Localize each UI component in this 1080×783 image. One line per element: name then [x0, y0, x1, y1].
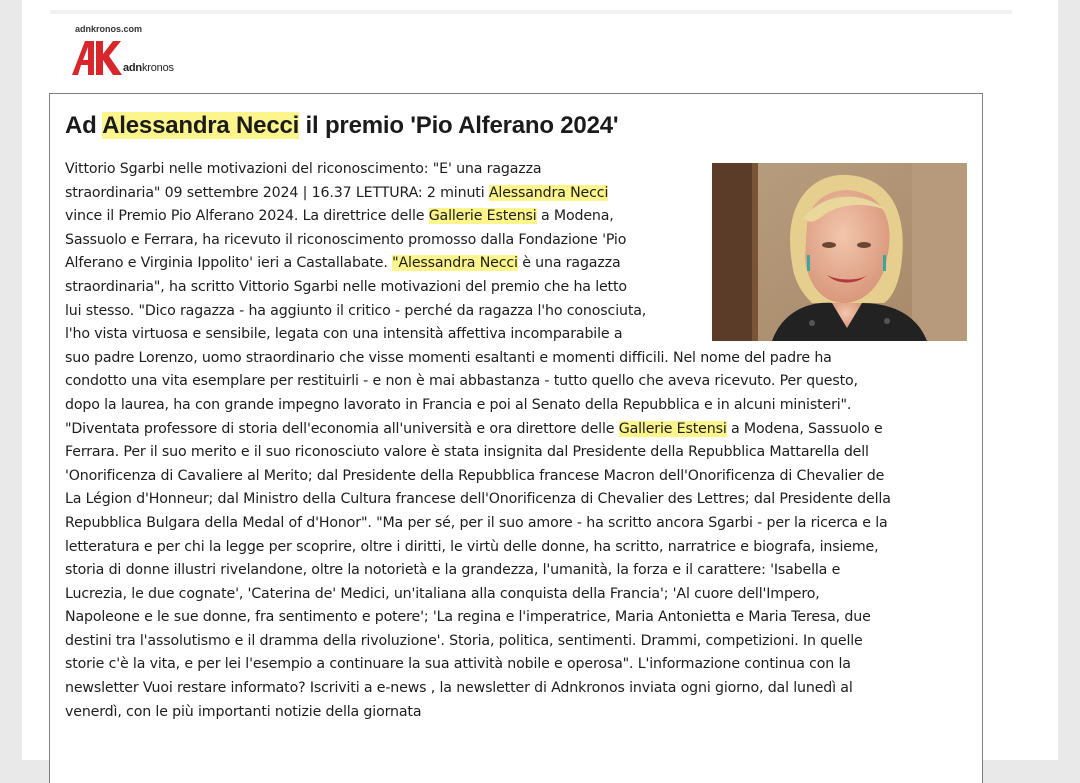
- body-line: [65, 158, 968, 182]
- article-body: [65, 158, 968, 724]
- article-headline: [65, 112, 618, 140]
- site-url: adnkronos.com: [75, 24, 143, 34]
- body-line: [65, 606, 968, 630]
- body-line: [65, 182, 968, 206]
- body-line: [65, 347, 968, 371]
- body-text-segment: La Légion d'Honneur; dal Ministro della Cultura francese dell'Onorificenza di Chevalier des Lettres; dal Presidente della: [65, 491, 891, 508]
- body-line: [65, 394, 968, 418]
- body-text-segment: straordinaria" 09 settembre 2024 | 16.37 LETTURA: 2 minuti: [65, 184, 489, 201]
- highlighted-term: "Alessandra Necci: [392, 255, 518, 272]
- body-line: [65, 536, 968, 560]
- body-text-segment: Repubblica Bulgara della Medal of d'Honor". "Ma per sé, per il suo amore - ha scritto ancora Sgarbi - per la ricerca e la: [65, 514, 888, 531]
- body-text-segment: storia di donne illustri rivelandone, oltre la notorietà e la grandezza, l'umanità, la forza e il carattere: 'Isabella e: [65, 562, 841, 579]
- body-text-segment: condotto una vita esemplare per restituirli - e non è mai abbastanza - tutto quello che aveva ricevuto. Per questo,: [65, 373, 858, 390]
- body-line: [65, 300, 968, 324]
- body-text-segment: suo padre Lorenzo, uomo straordinario che visse momenti esaltanti e momenti difficili. Nel nome del padre ha: [65, 349, 832, 366]
- body-line: [65, 559, 968, 583]
- headline-highlighted-name: Alessandra Necci: [102, 112, 300, 139]
- ak-logo-mark-icon: [72, 41, 122, 75]
- body-text-segment: Alferano e Virginia Ippolito' ieri a Castallabate.: [65, 255, 393, 272]
- highlighted-term: Gallerie Estensi: [428, 208, 537, 225]
- headline-suffix: il premio 'Pio Alferano 2024': [299, 112, 619, 139]
- body-text-segment: Vittorio Sgarbi nelle motivazioni del riconoscimento: "E' una ragazza: [65, 161, 542, 177]
- body-line: [65, 370, 968, 394]
- body-line: [65, 583, 968, 607]
- wordmark-bold: adn: [123, 62, 142, 74]
- body-line: [65, 701, 968, 725]
- body-text-segment: venerdì, con le più importanti notizie della giornata: [65, 703, 422, 720]
- article-card: [49, 93, 983, 783]
- body-text-segment: Lucrezia, le due cognate', 'Caterina de' Medici, un'italiana alla conquista della Francia'; 'Al cuore dell'Impero,: [65, 585, 820, 602]
- adnkronos-logo[interactable]: [72, 24, 212, 84]
- body-line: [65, 488, 968, 512]
- body-line: [65, 418, 968, 442]
- body-text-segment: Napoleone e le sue donne, fra sentimento e potere'; 'La regina e l'imperatrice, Maria Antonietta e Maria Teresa, due: [65, 609, 871, 626]
- body-text-segment: straordinaria", ha scritto Vittorio Sgarbi nelle motivazioni del premio che ha letto: [65, 278, 627, 295]
- top-divider: [50, 10, 1012, 14]
- body-text-segment: è una ragazza: [517, 255, 621, 272]
- body-line: [65, 276, 968, 300]
- body-text-segment: Ferrara. Per il suo merito e il suo riconosciuto valore è stata insignita dal Presidente della Repubblica Mattarella dell: [65, 444, 869, 461]
- body-line: [65, 205, 968, 229]
- headline-prefix: Ad: [65, 112, 103, 139]
- body-line: [65, 677, 968, 701]
- body-line: [65, 512, 968, 536]
- body-text-segment: letteratura e per chi la legge per scoprire, oltre i diritti, le virtù delle donne, ha scritto, narratrice e biografa, insieme,: [65, 538, 879, 555]
- body-text-segment: vince il Premio Pio Alferano 2024. La direttrice delle: [65, 208, 429, 225]
- body-text-segment: dopo la laurea, ha con grande impegno lavorato in Francia e poi al Senato della Repubblica e in alcuni ministeri".: [65, 396, 852, 413]
- body-text-segment: l'ho vista virtuosa e sensibile, legata con una intensità affettiva incomparabile a: [65, 326, 623, 343]
- body-text-segment: lui stesso. "Dico ragazza - ha aggiunto il critico - perché da ragazza l'ho conosciuta,: [65, 302, 647, 319]
- body-line: [65, 323, 968, 347]
- body-text-segment: 'Onorificenza di Cavaliere al Merito; dal Presidente della Repubblica francese Macron dell'Onorificenza di Chevalier de: [65, 467, 885, 484]
- logo-wordmark: [123, 62, 174, 74]
- body-line: [65, 252, 968, 276]
- body-line: [65, 441, 968, 465]
- body-text-segment: "Diventata professore di storia dell'economia all'università e ora direttore delle: [65, 420, 619, 437]
- body-line: [65, 465, 968, 489]
- body-line: [65, 630, 968, 654]
- body-text-segment: storie c'è la vita, e per lei l'esempio a continuare la sua attività nobile e operosa". L'informazione continua con la: [65, 656, 851, 673]
- body-text-segment: newsletter Vuoi restare informato? Iscriviti a e-news , la newsletter di Adnkronos inviata ogni giorno, dal lunedì al: [65, 680, 853, 697]
- highlighted-term: Alessandra Necci: [488, 184, 609, 201]
- page: [22, 0, 1058, 760]
- body-line: [65, 229, 968, 253]
- body-line: [65, 653, 968, 677]
- body-text-segment: destini tra l'assolutismo e il dramma della rivoluzione'. Storia, politica, sentimenti. Drammi, competizioni. In quelle: [65, 632, 863, 649]
- wordmark-light: kronos: [141, 62, 174, 74]
- body-text-segment: a Modena,: [536, 208, 614, 225]
- body-text-segment: Sassuolo e Ferrara, ha ricevuto il riconoscimento promosso dalla Fondazione 'Pio: [65, 231, 627, 248]
- body-text-segment: a Modena, Sassuolo e: [726, 420, 883, 437]
- highlighted-term: Gallerie Estensi: [618, 420, 727, 437]
